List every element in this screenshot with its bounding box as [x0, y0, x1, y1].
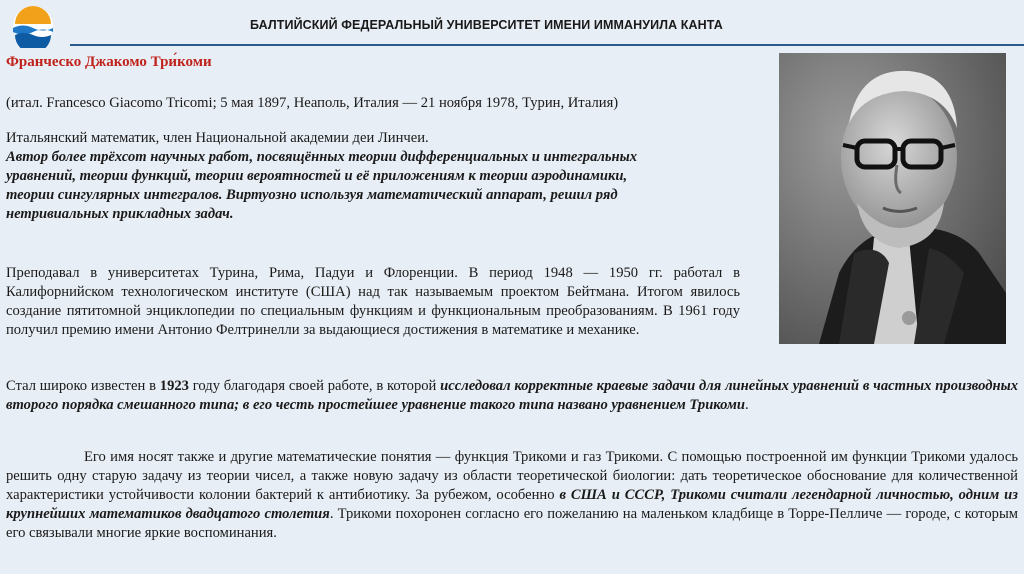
fame-end: . [745, 397, 749, 413]
header-divider [70, 44, 1024, 46]
legacy-text-2: . Трикоми похоронен согласно его пожеланию на маленьком кладбище в Торре-Пелличе — городе, с которым его связывали многие яркие воспоминания. [6, 506, 1018, 541]
legacy-highlight: в США и СССР, Трикоми считали легендарной личностью, одним из крупнейших математиков двадцатого столетия [6, 487, 1018, 522]
fame-year: 1923 [159, 378, 189, 394]
fame-text-2: году благодаря своей работе, в которой [188, 378, 441, 394]
legacy-paragraph [6, 448, 1018, 543]
header-title: БАЛТИЙСКИЙ ФЕДЕРАЛЬНЫЙ УНИВЕРСИТЕТ ИМЕНИ ИММАНУИЛА КАНТА [250, 18, 723, 32]
person-name: Франческо Джакомо Три́коми [6, 54, 212, 70]
teaching-paragraph: Преподавал в университетах Турина, Рима, Падуи и Флоренции. В период 1948 — 1950 гг. работал в Калифорнийском технологическом институте (США) над так называемым проектом Бейтмана. Итогом явилось создание пятитомной энциклопедии по специальным функциям и функциональным преобразованиям. В 1961 году получил премию имени Антонио Фелтринелли за выдающиеся достижения в математике и механике. [6, 265, 740, 338]
bio-line: (итал. Francesco Giacomo Tricomi; 5 мая 1897, Неаполь, Италия — 21 ноября 1978, Турин, Италия) [6, 95, 619, 111]
description-paragraph [6, 129, 661, 224]
portrait-photo [779, 53, 1006, 344]
description-intro: Итальянский математик, член Национальной академии деи Линчеи. [6, 130, 429, 146]
legacy-text-1: Его имя носят также и другие математические понятия — функция Трикоми и газ Трикоми. С помощью построенной им функции Трикоми удалось решить одну старую задачу из теории чисел, а также новую задачу из области теоретической биологии: дать теоретическое обоснование для количественной характеристики устойчивости колонии бактерий к антибиотику. За рубежом, особенно [6, 449, 1018, 503]
fame-paragraph [6, 377, 1018, 415]
fame-text-1: Стал широко известен в [6, 378, 160, 394]
fame-highlight: исследовал корректные краевые задачи для линейных уравнений в частных производных второго порядка смешанного типа; в его честь простейшее уравнение такого типа названо уравнением Трикоми [6, 378, 1018, 413]
university-logo-icon [4, 4, 62, 48]
description-achievements: Автор более трёхсот научных работ, посвящённых теории дифференциальных и интегральных уравнений, теории функций, теории вероятностей и её приложениям к теории аэродинамики, теории сингулярных интегралов. Виртуозно используя математический аппарат, решил ряд нетривиальных прикладных задач. [6, 149, 638, 222]
